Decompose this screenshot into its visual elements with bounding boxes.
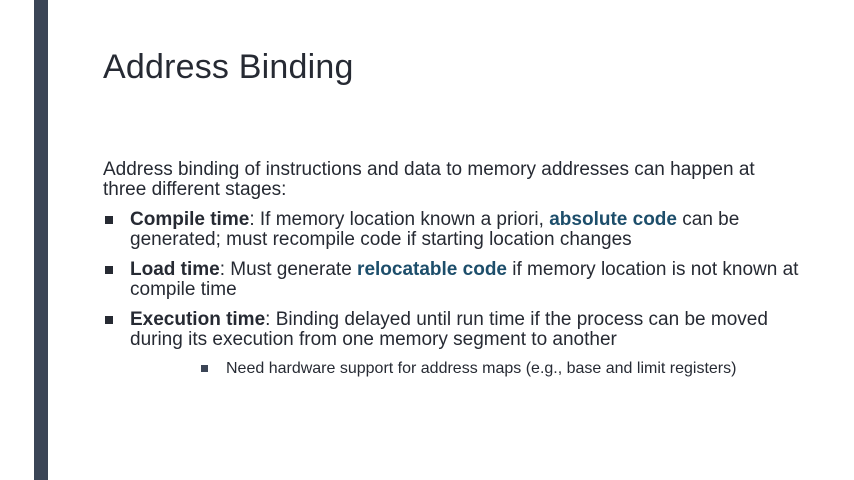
bullet-text: can be generated; must recompile code if starting location changes	[130, 209, 740, 250]
bullet-text: Binding delayed until run time if the process can be moved during its execution from one memory segment to another	[130, 309, 768, 350]
bullet-term: Load time	[130, 259, 220, 280]
square-bullet-icon	[105, 266, 113, 274]
bullet-separator: :	[219, 259, 231, 280]
bullet-list	[103, 210, 803, 378]
highlight-text: absolute code	[549, 209, 677, 230]
bullet-separator: :	[249, 209, 260, 230]
highlight-text: relocatable code	[357, 259, 507, 280]
bullet-load-time	[103, 260, 803, 300]
bullet-execution-time	[103, 310, 803, 350]
square-bullet-icon	[105, 216, 113, 224]
bullet-term: Compile time	[130, 209, 250, 230]
bullet-term: Execution time	[130, 309, 266, 330]
subbullet-text: Need hardware support for address maps (e.g., base and limit registers)	[226, 360, 737, 377]
subbullet-hardware-support	[199, 360, 746, 378]
bullet-separator: :	[265, 309, 276, 330]
intro-paragraph: Address binding of instructions and data to memory addresses can happen at three different stages:	[103, 159, 755, 200]
bullet-text: Must generate	[230, 259, 358, 280]
square-subbullet-icon	[201, 365, 208, 372]
square-bullet-icon	[105, 316, 113, 324]
bullet-text: if memory location is not known at compile time	[130, 259, 799, 300]
bullet-compile-time	[103, 210, 803, 250]
slide-title: Address Binding	[103, 48, 354, 86]
left-accent-bar	[34, 0, 48, 480]
bullet-text: If memory location known a priori,	[259, 209, 550, 230]
